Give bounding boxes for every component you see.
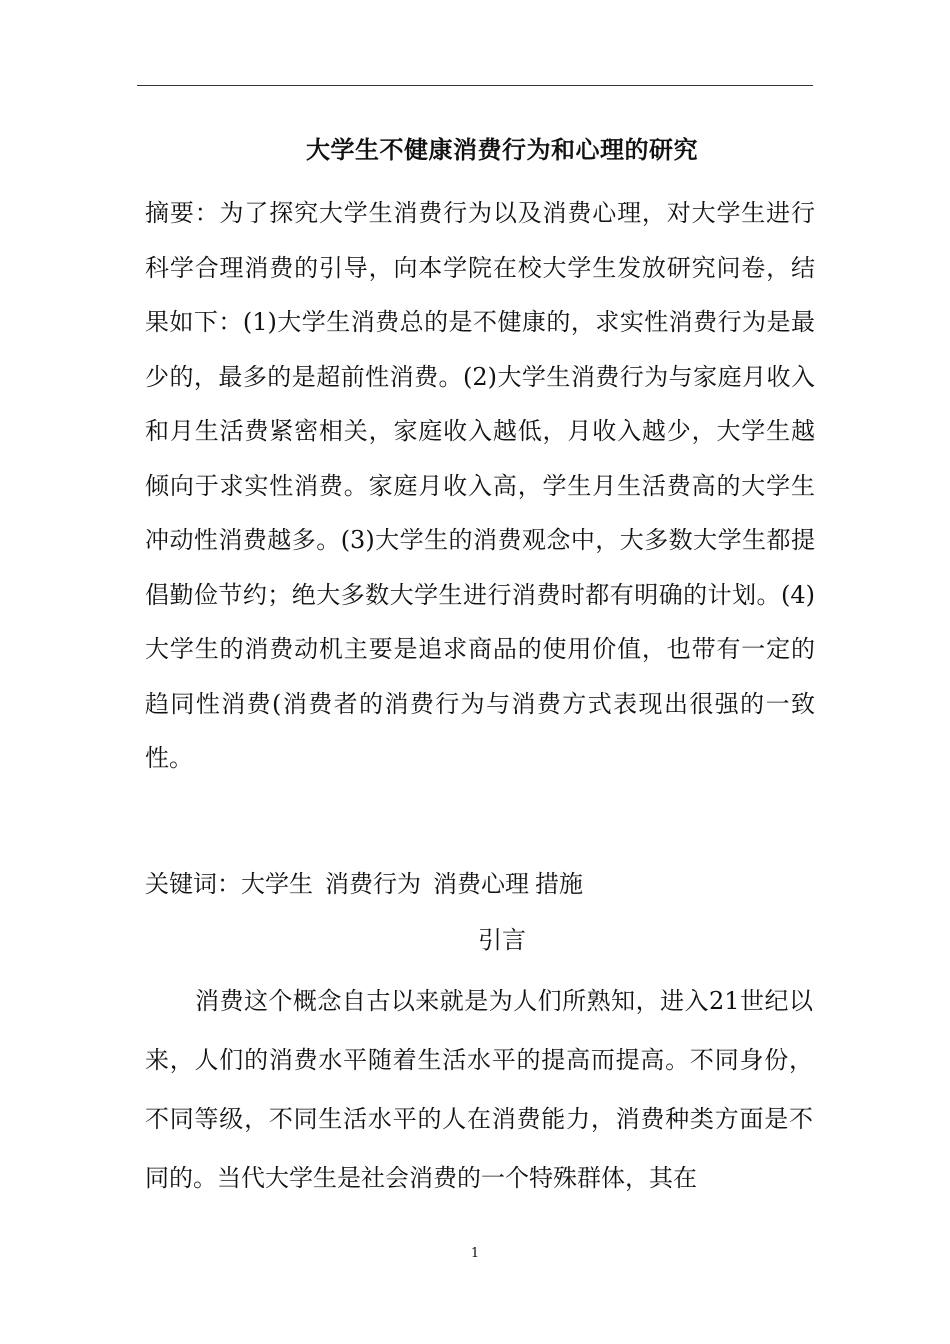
document-title: 大学生不健康消费行为和心理的研究	[306, 135, 698, 164]
keyword-item: 措施	[535, 870, 583, 898]
abstract-paragraph: 摘要：为了探究大学生消费行为以及消费心理，对大学生进行科学合理消费的引导，向本学院在校大学生发放研究问卷，结果如下：(1)大学生消费总的是不健康的，求实性消费行为是最少的，最多的是超前性消费。(2)大学生消费行为与家庭月收入和月生活费紧密相关，家庭收入越低，月收入越少，大学生越倾向于求实性消费。家庭月收入高，学生月生活费高的大学生冲动性消费越多。(3)大学生的消费观念中，大多数大学生都提倡勤俭节约；绝大多数大学生进行消费时都有明确的计划。(4) 大学生的消费动机主要是追求商品的使用价值，也带有一定的趋同性消费(消费者的消费行为与消费方式表现出很强的一致性。	[145, 199, 815, 772]
intro-paragraph: 消费这个概念自古以来就是为人们所熟知，进入21世纪以来，人们的消费水平随着生活水平的提高而提高。不同身份，不同等级，不同生活水平的人在消费能力，消费种类方面是不同的。当代大学生是社会消费的一个特殊群体，其在	[145, 987, 813, 1192]
intro-heading: 引言	[478, 926, 526, 954]
keywords-line	[145, 866, 815, 902]
keywords-label: 关键词：	[145, 870, 241, 898]
header-rule	[137, 85, 813, 86]
page-number: 1	[470, 1246, 480, 1261]
keyword-item: 大学生	[241, 870, 313, 898]
keyword-item: 消费心理	[433, 870, 529, 898]
keyword-item: 消费行为	[325, 870, 421, 898]
